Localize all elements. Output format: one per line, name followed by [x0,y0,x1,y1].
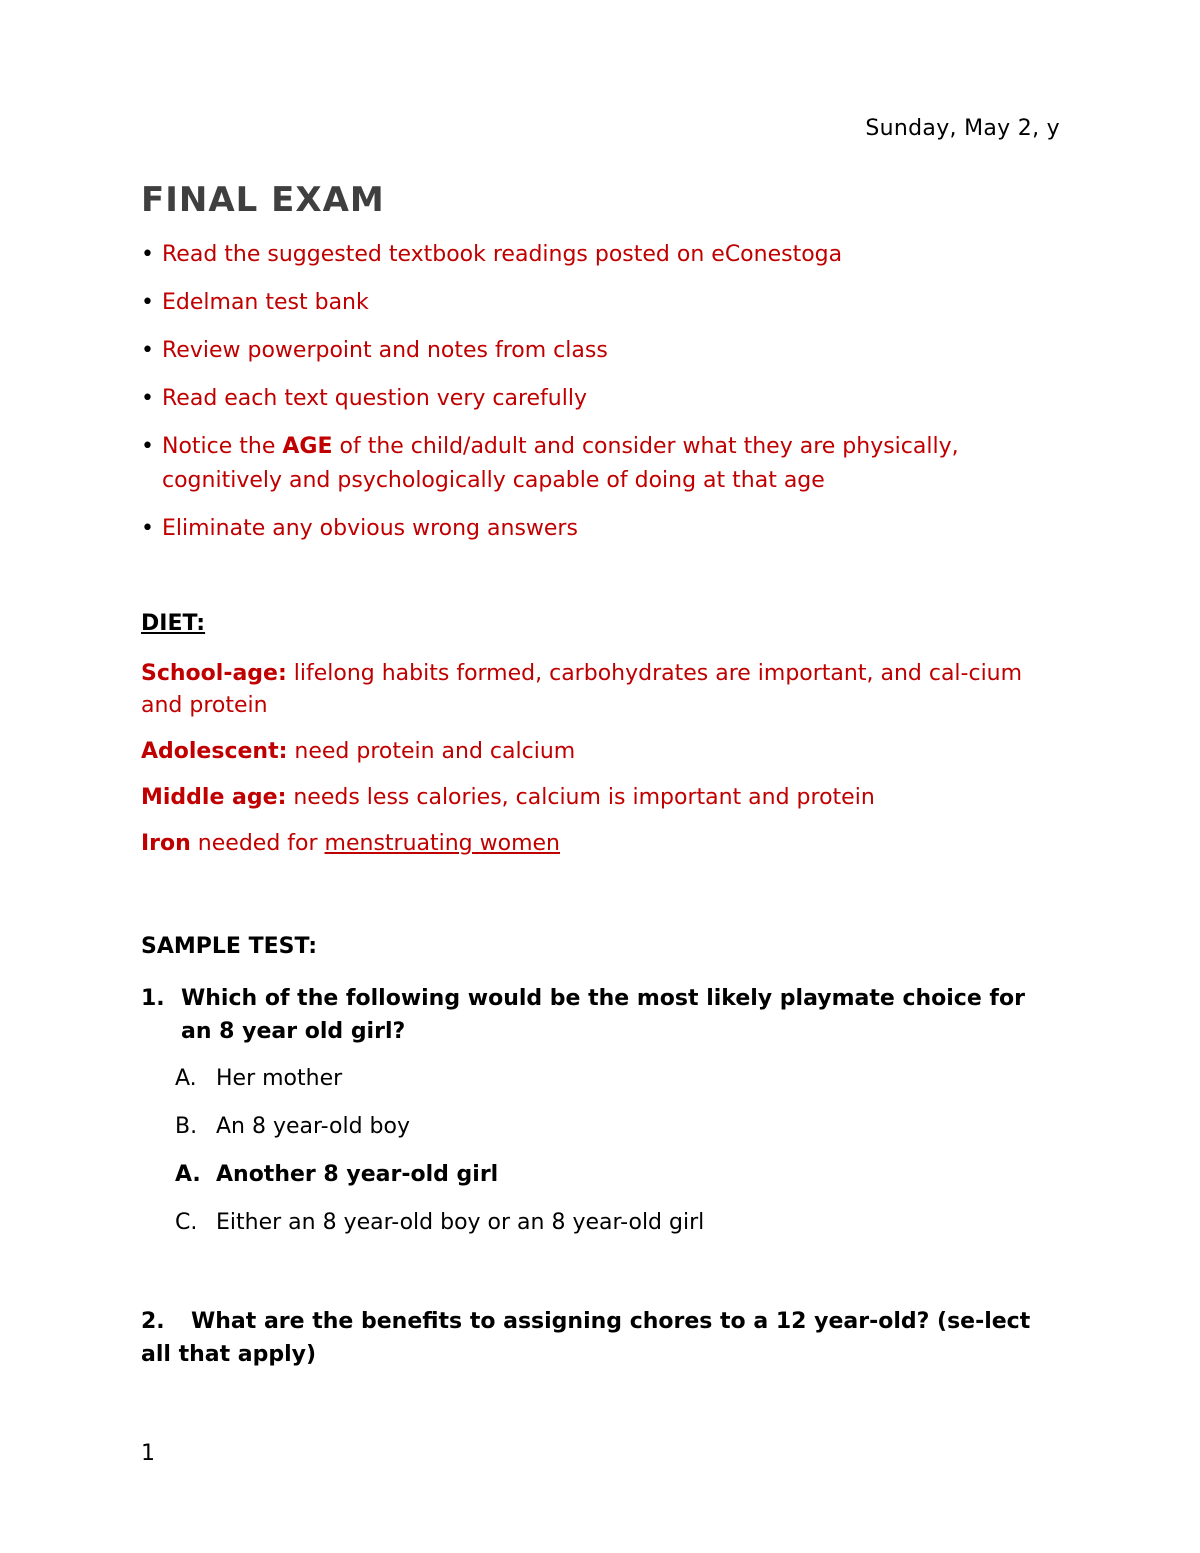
option-text: Her mother [216,1066,343,1091]
list-item [141,512,1061,546]
question-2 [141,1305,1051,1371]
page-number: 1 [141,1441,155,1466]
list-item [141,382,1061,416]
diet-heading: DIET: [141,611,206,636]
answer-option [175,1111,704,1143]
diet-item-label: Middle age: [141,785,287,810]
diet-item-underlined: menstruating women [324,831,560,856]
option-text: Either an 8 year-old boy or an 8 year-old girl [216,1210,705,1235]
tip-text-suffix: of the child/adult and consider what they are physically, cognitively and psychologically capable of doing at that age [162,434,959,493]
tip-text: Read each text question very carefully [162,386,587,411]
diet-item-text: needed for [190,831,325,856]
question-number: 2. [141,1309,165,1334]
diet-item-label: Iron [141,831,191,856]
diet-item [141,658,1041,722]
tip-text: Eliminate any obvious wrong answers [162,516,578,541]
tip-emphasis: AGE [282,434,333,459]
study-tips-list [141,238,1061,560]
option-text: An 8 year-old boy [216,1114,410,1139]
question-text: What are the benefits to assigning chores to a 12 year-old? (se-lect all that apply) [141,1309,1031,1367]
bullet-icon: • [141,434,154,459]
option-letter: B. [175,1114,198,1139]
bullet-icon: • [141,242,154,267]
diet-item-text: lifelong habits formed, carbohydrates are important, and cal-cium and protein [141,661,1023,718]
option-text: Another 8 year-old girl [216,1162,499,1187]
diet-item-text: needs less calories, calcium is important and protein [286,785,875,810]
list-item [141,334,1061,368]
bullet-icon: • [141,338,154,363]
bullet-icon: • [141,516,154,541]
diet-item-label: Adolescent: [141,739,288,764]
tip-text-prefix: Notice the [162,434,283,459]
tip-text: Read the suggested textbook readings posted on eConestoga [162,242,843,267]
question-1-options [175,1063,704,1255]
question-1 [141,982,1051,1048]
list-item [141,286,1061,320]
question-text: Which of the following would be the most likely playmate choice for an 8 year old girl? [181,986,1025,1044]
tip-text: Review powerpoint and notes from class [162,338,608,363]
bullet-icon: • [141,290,154,315]
option-letter: C. [175,1210,198,1235]
diet-item-label: School-age: [141,661,287,686]
diet-item-text: need protein and calcium [287,739,576,764]
bullet-icon: • [141,386,154,411]
header-date: Sunday, May 2, y [865,116,1060,141]
option-letter: A. [175,1162,201,1187]
tip-text: Edelman test bank [162,290,369,315]
answer-option [175,1063,704,1095]
answer-option-correct [175,1159,704,1191]
diet-item [141,736,1041,768]
diet-section [141,658,1041,874]
list-item [141,430,1061,498]
page-title: FINAL EXAM [141,180,385,220]
list-item [141,238,1061,272]
option-letter: A. [175,1066,197,1091]
diet-item-iron [141,828,1041,860]
diet-item [141,782,1041,814]
question-number: 1. [141,986,165,1011]
answer-option [175,1207,704,1239]
sample-test-heading: SAMPLE TEST: [141,934,318,959]
